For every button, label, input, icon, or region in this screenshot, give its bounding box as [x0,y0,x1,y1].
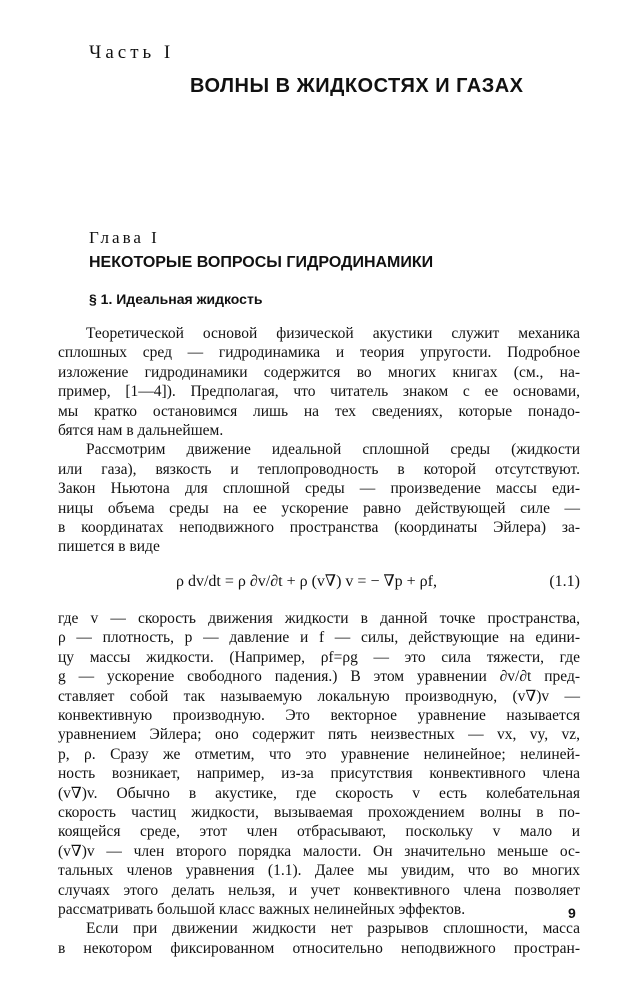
text-line: цу массы жидкости. (Например, ρf=ρg — это сила тяжести, где [58,648,580,666]
text-line: ность возникает, например, из-за присутствия конвективного члена [58,765,580,783]
chapter-title: НЕКОТОРЫЕ ВОПРОСЫ ГИДРОДИНАМИКИ [89,254,434,271]
text-line: Рассмотрим движение идеальной сплошной среды (жидкости [86,441,580,459]
text-line: уравнением Эйлера; оно содержит пять неизвестных — vx, vy, vz, [58,726,580,744]
text-line: p, ρ. Сразу же отметим, что это уравнение нелинейное; нелиней- [58,745,580,763]
text-line: Закон Ньютона для сплошной среды — произведение массы еди- [58,480,580,498]
text-line: конвективную производную. Это векторное уравнение называется [58,706,580,724]
paragraph-4 [58,919,580,958]
text-line: ницы объема среды на ее ускорение равно действующей силе — [58,499,580,517]
part-label: Часть I [89,42,175,63]
body-text [58,324,580,958]
section-title: § 1. Идеальная жидкость [89,291,263,307]
text-line: ρ — плотность, p — давление и f — силы, действующие на едини- [58,629,580,647]
text-line: рассматривать большой класс важных нелинейных эффектов. [58,900,466,918]
paragraph-1 [58,324,580,440]
text-line: Если при движении жидкости нет разрывов сплошности, масса [86,920,580,938]
paragraph-3 [58,609,580,920]
text-line: тальных членов уравнения (1.1). Далее мы увидим, что во многих [58,862,580,880]
text-line: где v — скорость движения жидкости в данной точке пространства, [58,609,580,627]
paragraph-2 [58,440,580,556]
equation-formula: ρ dv/dt = ρ ∂v/∂t + ρ (v∇) v = − ∇p + ρf, [176,572,437,590]
chapter-label: Глава I [89,228,160,247]
text-line: в некотором фиксированном относительно неподвижного простран- [58,939,580,957]
text-line: g — ускорение свободного падения.) В этом уравнении ∂v/∂t пред- [58,668,580,686]
text-line: бятся нам в дальнейшем. [58,422,224,440]
page-number: 9 [568,905,576,921]
text-line: изложение гидродинамики содержится во многих книгах (см., на- [58,363,580,381]
text-line: или газа), вязкость и теплопроводность в которой отсутствуют. [58,460,580,478]
part-title: ВОЛНЫ В ЖИДКОСТЯХ И ГАЗАХ [190,75,524,97]
text-line: в координатах неподвижного пространства (координаты Эйлера) за- [58,519,580,537]
text-line: пишется в виде [58,538,160,556]
text-line: случаях этого делать нельзя, и учет конвективного члена позволяет [58,881,580,899]
text-line: Теоретической основой физической акустики служит механика [86,325,580,342]
equation-number: (1.1) [549,572,580,590]
text-line: коящейся среде, этот член отбрасывают, поскольку v мало и [58,823,580,841]
text-line: (v∇)v. Обычно в акустике, где скорость v есть колебательная [58,784,580,802]
equation-1-1 [58,561,580,603]
text-line: ставляет собой так называемую локальную производную, (v∇)v — [58,687,580,705]
text-line: мы кратко остановимся лишь на тех сведениях, которые понадо- [58,402,580,420]
text-line: пример, [1—4]). Предполагая, что читатель знаком с ее основами, [58,383,580,401]
text-line: (v∇)v — член второго порядка малости. Он значительно меньше ос- [58,842,580,860]
text-line: сплошных сред — гидродинамика и теория упругости. Подробное [58,344,580,362]
text-line: скорость частиц жидкости, вызываемая прохождением волны в по- [58,803,580,821]
